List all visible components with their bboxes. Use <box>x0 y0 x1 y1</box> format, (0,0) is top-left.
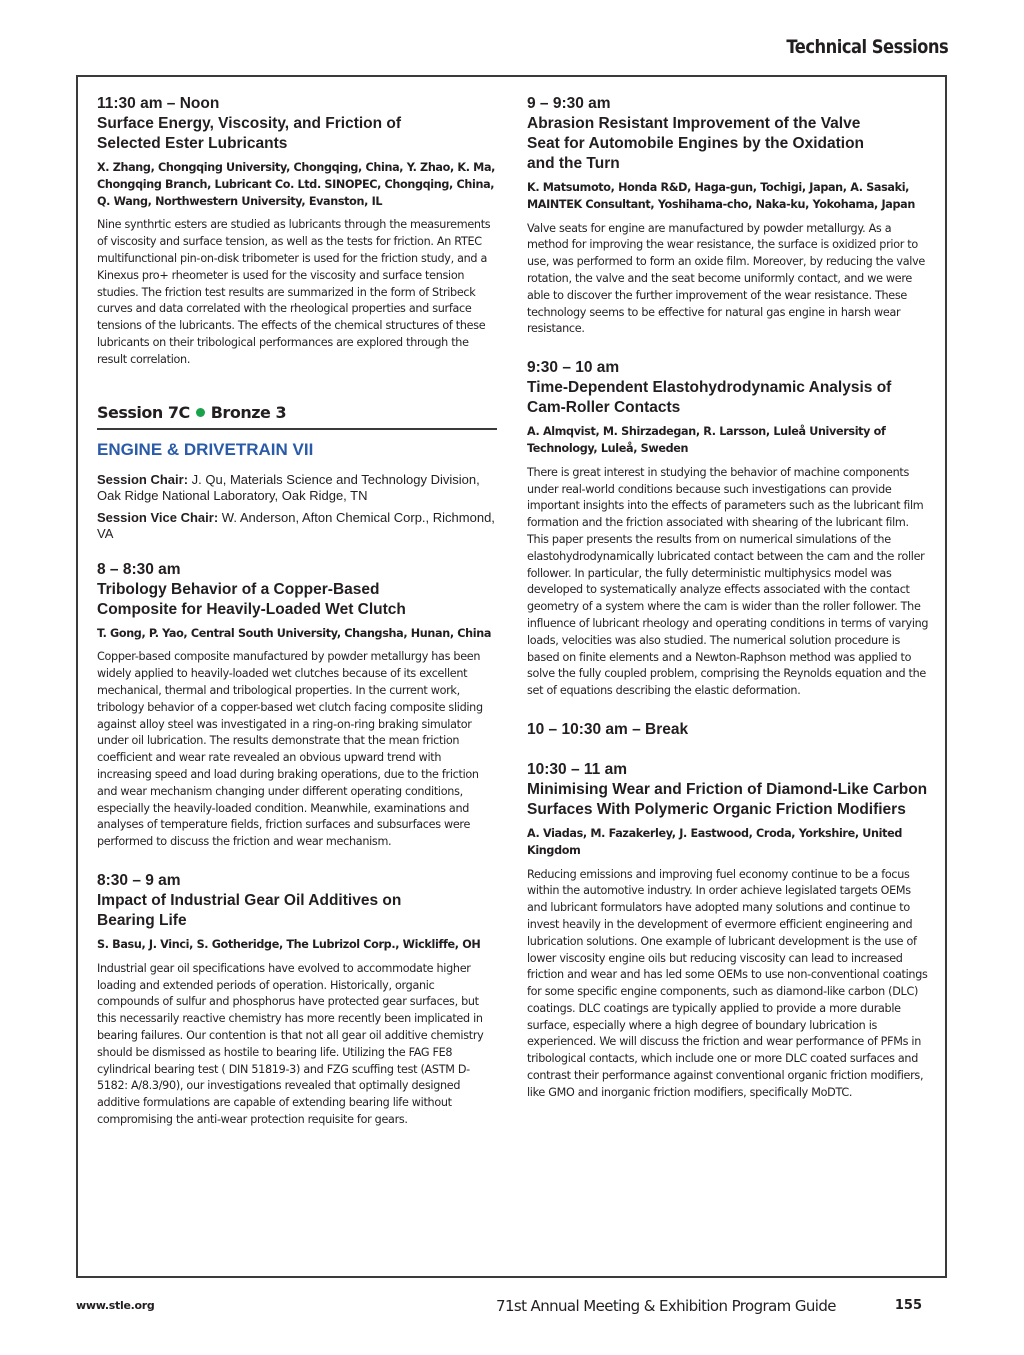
page-number: 155 <box>894 1298 922 1313</box>
talk-title: Tribology Behavior of a Copper-Based Composite for Heavily-Loaded Wet Clutch <box>97 580 406 618</box>
talk-authors: S. Basu, J. Vinci, S. Gotheridge, The Lubrizol Corp., Wickliffe, OH <box>97 937 481 951</box>
talk-authors: A. Almqvist, M. Shirzadegan, R. Larsson, Luleå University of Technology, Luleå, Sweden <box>527 425 886 455</box>
page-header-title: Technical Sessions <box>786 36 948 58</box>
talk-title: Abrasion Resistant Improvement of the Valve Seat for Automobile Engines by the Oxidation and the Turn <box>527 115 865 172</box>
talk-abstract: There is great interest in studying the behavior of machine components under real-world conditions because such investigations can provide important insights into the effects of parameters such as the lubricant film formation and the friction associated with shearing of the lubricant film. This paper presents the results from on numerical simulations of the elastohydrodynamically lubricated contact between the cam and the roller follower. In particular, the fully deterministic multiphysics model was developed to systematically analyze effects associated with the contact geometry of a system where the cam is wider than the roller follower. The influence of lubricant rheology and operating conditions in terms of varying loads, velocities was also studied. The numerical solution procedure is based on finite elements and a Newton-Raphson method was applied to solve the fully coupled problem, comprising the Reynolds equation and the set of equations describing the elastic deformation. <box>527 465 929 698</box>
talk-time: 9:30 – 10 am <box>527 359 620 377</box>
left-column <box>97 94 497 1149</box>
track-name: ENGINE & DRIVETRAIN VII <box>97 439 314 459</box>
talk-authors: A. Viadas, M. Fazakerley, J. Eastwood, Croda, Yorkshire, United Kingdom <box>527 826 903 857</box>
talk-entry <box>97 871 497 1129</box>
break-line: 10 – 10:30 am – Break <box>527 720 689 738</box>
right-column <box>527 94 929 1122</box>
talk-time: 9 – 9:30 am <box>527 95 611 112</box>
session-room: Bronze 3 <box>210 402 287 422</box>
vice-chair-value: W. Anderson, Afton Chemical Corp., Richmond, VA <box>97 509 495 541</box>
talk-title: Time-Dependent Elastohydrodynamic Analysis of Cam-Roller Contacts <box>527 379 892 417</box>
talk-authors: T. Gong, P. Yao, Central South University, Changsha, Hunan, China <box>97 626 492 640</box>
talk-time: 11:30 am – Noon <box>97 95 220 112</box>
talk-time: 10:30 – 11 am <box>527 760 627 778</box>
talk-abstract: Industrial gear oil specifications have evolved to accommodate higher loading and extended periods of operation. Historically, organic compounds of sulfur and phosphorus have protected gear surfaces, but this necessarily reactive chemistry has more recently been implicated in bearing failures. Our contention is that not all gear oil additive chemistry should be dismissed as hostile to bearing life. Utilizing the FAG FE8 cylindrical bearing test ( DIN 51819-3) and FZG scuffing test (ASTM D-5182: A/8.3/90), our investigations revealed that optimally designed additive formulations are capable of extending bearing life without compromising the anti-wear protection requisite for gears. <box>97 961 484 1126</box>
talk-time: 8:30 – 9 am <box>97 871 181 889</box>
bullet-dot-icon <box>196 408 205 417</box>
talk-entry <box>527 760 929 1102</box>
session-chair <box>97 472 497 504</box>
session-code: Session 7C <box>97 402 190 422</box>
talk-authors: K. Matsumoto, Honda R&D, Haga-gun, Tochigi, Japan, A. Sasaki, MAINTEK Consultant, Yoshihama-cho, Naka-ku, Yokohama, Japan <box>527 181 915 211</box>
vice-chair-label: Session Vice Chair: <box>97 509 219 525</box>
talk-entry <box>527 94 929 338</box>
talk-time: 8 – 8:30 am <box>97 560 181 578</box>
talk-entry <box>97 94 497 369</box>
talk-entry <box>97 560 497 851</box>
talk-abstract: Valve seats for engine are manufactured by powder metallurgy. As a method for improving the wear resistance, the surface is oxidized prior to use, was performed to form an oxide film. Moreover, by reducing the valve rotation, the valve and the seat become uniformly contact, and we were able to discover the further improvement of the wear resistance. These technology seems to be effective for natural gas engine in harsh wear resistance. <box>527 221 925 336</box>
chair-value: J. Qu, Materials Science and Technology Division, Oak Ridge National Laboratory, Oak Ridge, TN <box>97 471 480 503</box>
session-vice-chair <box>97 510 497 542</box>
talk-title: Minimising Wear and Friction of Diamond-Like Carbon Surfaces With Polymeric Organic Friction Modifiers <box>527 780 928 818</box>
talk-entry <box>527 358 929 700</box>
footer-url: www.stle.org <box>76 1299 155 1312</box>
page-footer <box>76 1297 922 1317</box>
session-label <box>97 403 497 430</box>
talk-abstract: Copper-based composite manufactured by powder metallurgy has been widely applied to heavily-loaded wet clutches because of its excellent mechanical, thermal and tribological properties. In the current work, tribology behavior of a copper-based wet clutch facing composite sliding against alloy steel was investigated in a ring-on-ring braking simulator under oil lubrication. The results demonstrate that the mean friction coefficient and wear rate revealed an obvious upward trend with increasing speed and load during braking operations, due to the friction and wear mechanism changing under different operating conditions, especially the heavily-loaded condition. Meanwhile, examinations and analyses of temperature fields, friction surfaces and subsurfaces were performed to discuss the friction and wear mechanism. <box>97 650 483 849</box>
talk-abstract: Nine synthrtic esters are studied as lubricants through the measurements of viscosity and surface tension, as well as the tests for friction. An RTEC multifunctional pin-on-disk tribometer is used for the friction study, and a Kinexus pro+ rheometer is used for the viscosity and surface tension studies. The friction test results are summarized in the form of Stribeck curves and data correlated with the rheological properties and surface tensions of the lubricants. The effects of the chemical structures of these lubricants on their tribological performances are explored through the result correlation. <box>97 218 491 366</box>
talk-authors: X. Zhang, Chongqing University, Chongqing, China, Y. Zhao, K. Ma, Chongqing Branch, Lubricant Co. Ltd. SINOPEC, Chongqing, China, Q. Wang, Northwestern University, Evanston, IL <box>97 161 496 208</box>
footer-guide-title: 71st Annual Meeting & Exhibition Program Guide <box>496 1297 836 1315</box>
talk-abstract: Reducing emissions and improving fuel economy continue to be a focus within the automotive industry. In order achieve legislated targets OEMs and lubricant formulators have adopted many solutions and continue to invest heavily in the development of evermore efficient engineering and lubrication solutions. One example of lubricant development is the use of lower viscosity engine oils but reducing viscosity can lead to increased friction and wear and has led some OEMs to use non-conventional coatings for some specific engine components, such as diamond-like carbon (DLC) coatings. DLC coatings are typically applied to provide a more durable surface, especially where a high degree of boundary lubrication is experienced. We will discuss the friction and wear performance of PFMs in tribological contacts, which include one or more DLC coated surfaces and contrast their performance against conventional organic friction modifiers, like GMO and inorganic friction modifiers, specifically MoDTC. <box>527 867 928 1099</box>
talk-title: Surface Energy, Viscosity, and Friction of Selected Ester Lubricants <box>97 115 402 152</box>
chair-label: Session Chair: <box>97 471 189 487</box>
talk-title: Impact of Industrial Gear Oil Additives on Bearing Life <box>97 891 402 929</box>
